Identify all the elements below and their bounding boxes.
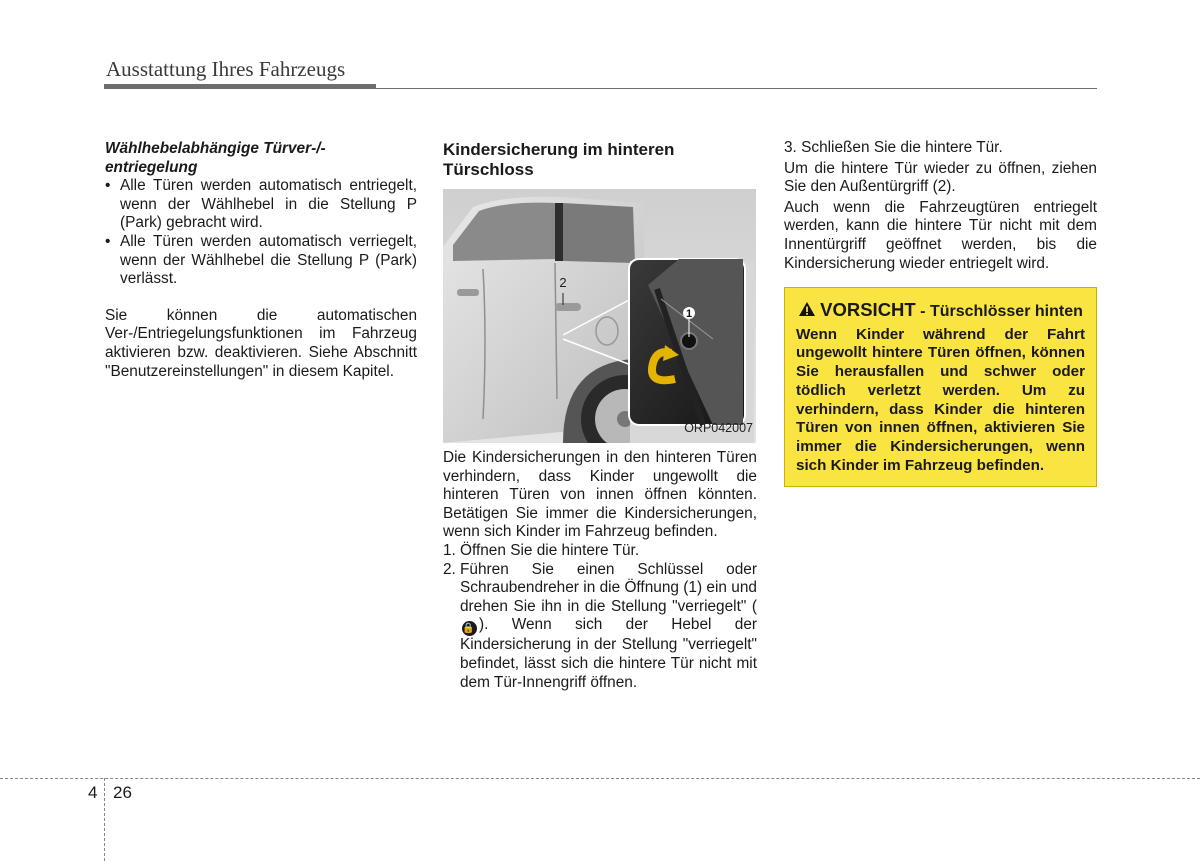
warning-triangle-icon [798,301,816,323]
bullet-item: • Alle Türen werden automatisch verriegelt, wenn der Wählhebel die Stellung P (Park) verlässt. [105,233,417,289]
numbered-steps [443,542,757,692]
warning-title [796,301,1085,323]
chapter-number: 4 [88,783,98,802]
child-lock-figure [443,189,756,443]
footer-rule [0,778,1200,779]
body-paragraph: Um die hintere Tür wieder zu öffnen, ziehen Sie den Außentürgriff (2). [784,159,1097,196]
warning-label: VORSICHT [820,299,916,321]
step-number: 1. [443,541,456,559]
warning-body: Wenn Kinder während der Fahrt ungewollt hintere Türen öffnen, können Sie herausfallen und schwer oder tödlich verletzt werden. Um zu verhindern, dass Kinder die hinteren Türen von innen öffnen, aktivieren Sie immer die Kindersicherungen, wenn sich Kinder im Fahrzeug befinden. [796,325,1085,474]
header-rule-thick [104,84,376,89]
step-3-text: 3. Schließen Sie die hintere Tür. [784,139,1003,156]
column-3 [784,139,1097,487]
column-1 [105,140,417,381]
step-text: Führen Sie einen Schlüssel oder Schraubendreher in die Öffnung (1) ein und drehen Sie ihn in die Stellung "verriegelt" ( [460,560,757,615]
header-rule-thin [376,88,1097,89]
step-text: Öffnen Sie die hintere Tür. [460,541,640,559]
body-paragraph: Sie können die automatischen Ver-/Entriegelungsfunktionen im Fahrzeug aktivieren bzw. deaktivieren. Siehe Abschnitt "Benutzereinstellungen" in diesem Kapitel. [105,306,417,380]
page-header-title: Ausstattung Ihres Fahrzeugs [106,57,346,81]
bullet-list [105,177,417,289]
step-item [443,542,757,561]
page-number: 26 [113,783,132,802]
bullet-item: • Alle Türen werden automatisch entriegelt, wenn der Wählhebel in die Stellung P (Park) gebracht wird. [105,177,417,233]
car-door-illustration [443,189,756,443]
figure-caption: ORP042007 [684,421,753,436]
step-number: 2. [443,560,456,578]
warning-box [784,287,1097,487]
step-text: ). Wenn sich der Hebel der Kindersicherung in der Stellung "verriegelt" befindet, lässt sich die hintere Tür nicht mit dem Tür-Innengriff öffnen. [460,616,757,691]
body-paragraph: Auch wenn die Fahrzeugtüren entriegelt werden, kann die hintere Tür nicht mit dem Innentürgriff geöffnet werden, bis die Kindersicherung wieder entriegelt wird. [784,198,1097,272]
figure-label-2: 2 [559,275,567,290]
lock-icon: 🔒 [462,621,477,636]
column-2 [443,140,757,692]
warning-subtitle: - Türschlösser hinten [915,303,1083,321]
footer-vertical-rule [104,778,105,861]
section-subheading: Wählhebelabhängige Türver-/-entriegelung [105,140,326,176]
body-paragraph: Die Kindersicherungen in den hinteren Türen verhindern, dass Kinder ungewollt die hinteren Türen von innen öffnen könnten. Betätigen Sie immer die Kindersicherungen, wenn sich Kinder im Fahrzeug befinden. [443,449,757,541]
section-heading: Kindersicherung im hinteren Türschloss [443,140,675,179]
figure-label-1: 1 [685,308,693,320]
step-item [443,561,757,693]
